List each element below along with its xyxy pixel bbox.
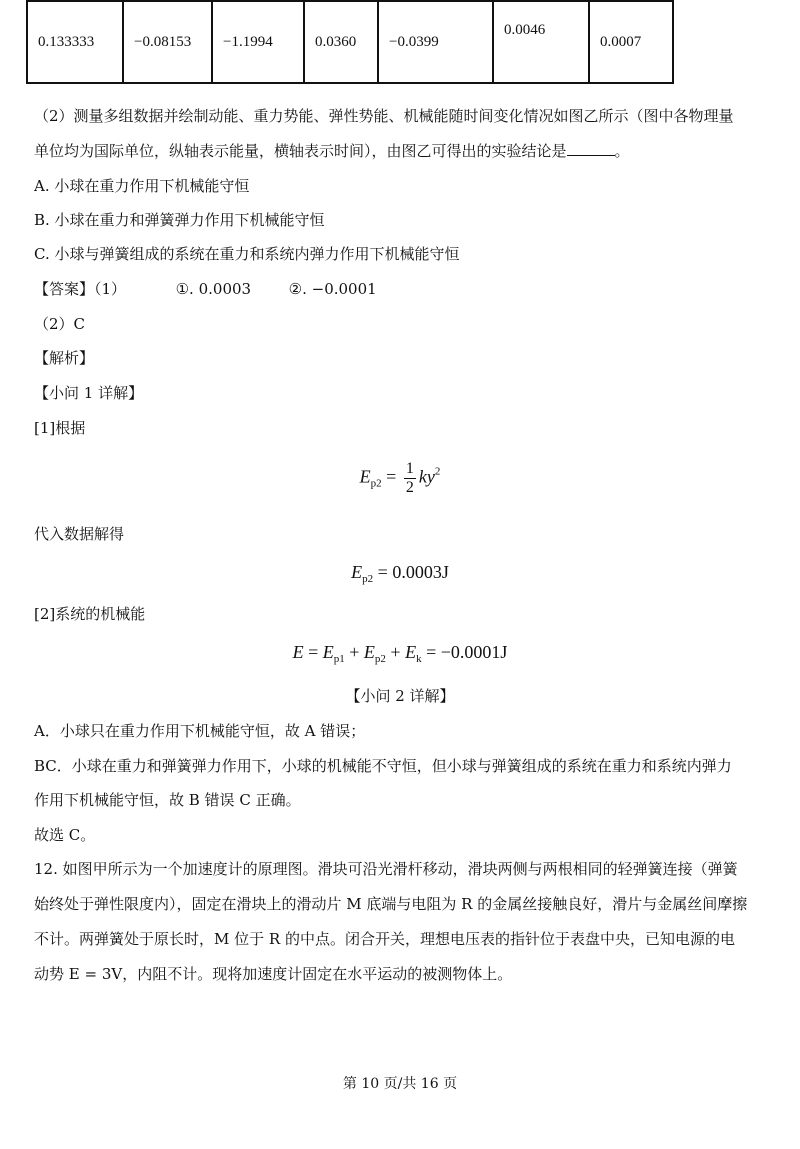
question-12-line-2: 始终处于弹性限度内），固定在滑块上的滑动片 M 底端与电阻为 R 的金属丝接触良好，滑片与金属丝间摩擦 xyxy=(34,895,748,913)
answer-1: ①. 0.0003 xyxy=(175,280,252,298)
sub-question-2-title: 【小问 2 详解】 xyxy=(345,687,455,705)
table-cell: −0.08153 xyxy=(123,1,212,83)
eq3-t2: E xyxy=(363,642,375,662)
eq1-numerator: 1 xyxy=(405,460,414,477)
eq1-fraction xyxy=(404,460,416,497)
answer-label: 【答案】（1） xyxy=(34,280,127,298)
option-c: C. 小球与弹簧组成的系统在重力和系统内弹力作用下机械能守恒 xyxy=(34,245,460,263)
question-2-text: 单位均为国际单位，纵轴表示能量，横轴表示时间），由图乙可得出的实验结论是 xyxy=(34,142,567,160)
table-cell: 0.0360 xyxy=(304,1,378,83)
eq3-e: E xyxy=(292,642,304,662)
eq3-t2-sub: p2 xyxy=(374,653,386,665)
step-2-text: [2]系统的机械能 xyxy=(34,605,146,623)
question-12-line-3: 不计。两弹簧处于原长时，M 位于 R 的中点。闭合开关，理想电压表的指针位于表盘中央，已知电源的电 xyxy=(34,930,735,948)
question-2-line-1: （2）测量多组数据并绘制动能、重力势能、弹性势能、机械能随时间变化情况如图乙所示（图中各物理量 xyxy=(34,107,734,125)
option-b: B. 小球在重力和弹簧弹力作用下机械能守恒 xyxy=(34,211,325,229)
eq3-result: = −0.0001J xyxy=(421,642,508,662)
analysis-heading: 【解析】 xyxy=(34,349,95,367)
question-12-line-4: 动势 E = 3V，内阻不计。现将加速度计固定在水平运动的被测物体上。 xyxy=(34,965,513,983)
explanation-bc-line-2: 作用下机械能守恒，故 B 错误 C 正确。 xyxy=(34,791,301,809)
explanation-bc-line-1: BC．小球在重力和弹簧弹力作用下，小球的机械能不守恒，但小球与弹簧组成的系统在重力和系统内弹力 xyxy=(34,757,732,775)
option-a: A. 小球在重力作用下机械能守恒 xyxy=(34,177,250,195)
equation-1: $E_{p2}$ = $\frac{1}{2}$ $ky^2$ xyxy=(359,460,441,496)
eq2-lhs: E xyxy=(351,562,363,582)
table-cell: −1.1994 xyxy=(212,1,304,83)
question-2-end: 。 xyxy=(614,142,630,160)
table-cell: −0.0399 xyxy=(378,1,493,83)
answer-line xyxy=(34,279,766,299)
choose-text: 故选 C。 xyxy=(34,826,96,844)
question-12-line-1: 12. 如图甲所示为一个加速度计的原理图。滑块可沿光滑杆移动，滑块两侧与两根相同的轻弹簧连接（弹簧 xyxy=(34,860,738,878)
equation-2 xyxy=(0,562,800,585)
answer-part-2: （2）C xyxy=(34,315,86,333)
eq1-denominator: 2 xyxy=(405,479,414,496)
eq1-lhs: E xyxy=(359,466,371,487)
eq3-t3-sub: k xyxy=(416,653,422,665)
sub-question-1-title: 【小问 1 详解】 xyxy=(34,384,144,402)
substitute-text: 代入数据解得 xyxy=(34,525,125,543)
table-cell: 0.133333 xyxy=(27,1,123,83)
question-2-line-2 xyxy=(34,141,766,161)
answer-2: ②. −0.0001 xyxy=(288,280,377,298)
eq1-lhs-sub: p2 xyxy=(370,477,382,490)
answer-blank xyxy=(567,141,615,156)
eq1-rhs-sup: 2 xyxy=(434,465,441,478)
step-1-text: [1]根据 xyxy=(34,419,86,437)
page-footer: 第 10 页/共 16 页 xyxy=(342,1076,458,1092)
data-table xyxy=(26,0,674,84)
table-cell: 0.0007 xyxy=(589,1,673,83)
eq3-t3: E xyxy=(405,642,417,662)
explanation-a: A．小球只在重力作用下机械能守恒，故 A 错误； xyxy=(34,722,366,740)
equation-3: $E = E_{p1} + E_{p2} + E_k = -0.0001J$ xyxy=(292,642,508,665)
eq3-t1: E xyxy=(322,642,334,662)
table-row xyxy=(27,1,673,83)
eq1-rhs: ky xyxy=(418,466,435,487)
eq2-lhs-sub: p2 xyxy=(362,573,374,585)
table-cell: 0.0046 xyxy=(493,1,589,83)
eq3-t1-sub: p1 xyxy=(333,653,345,665)
eq2-rhs: = 0.0003J xyxy=(373,562,449,582)
